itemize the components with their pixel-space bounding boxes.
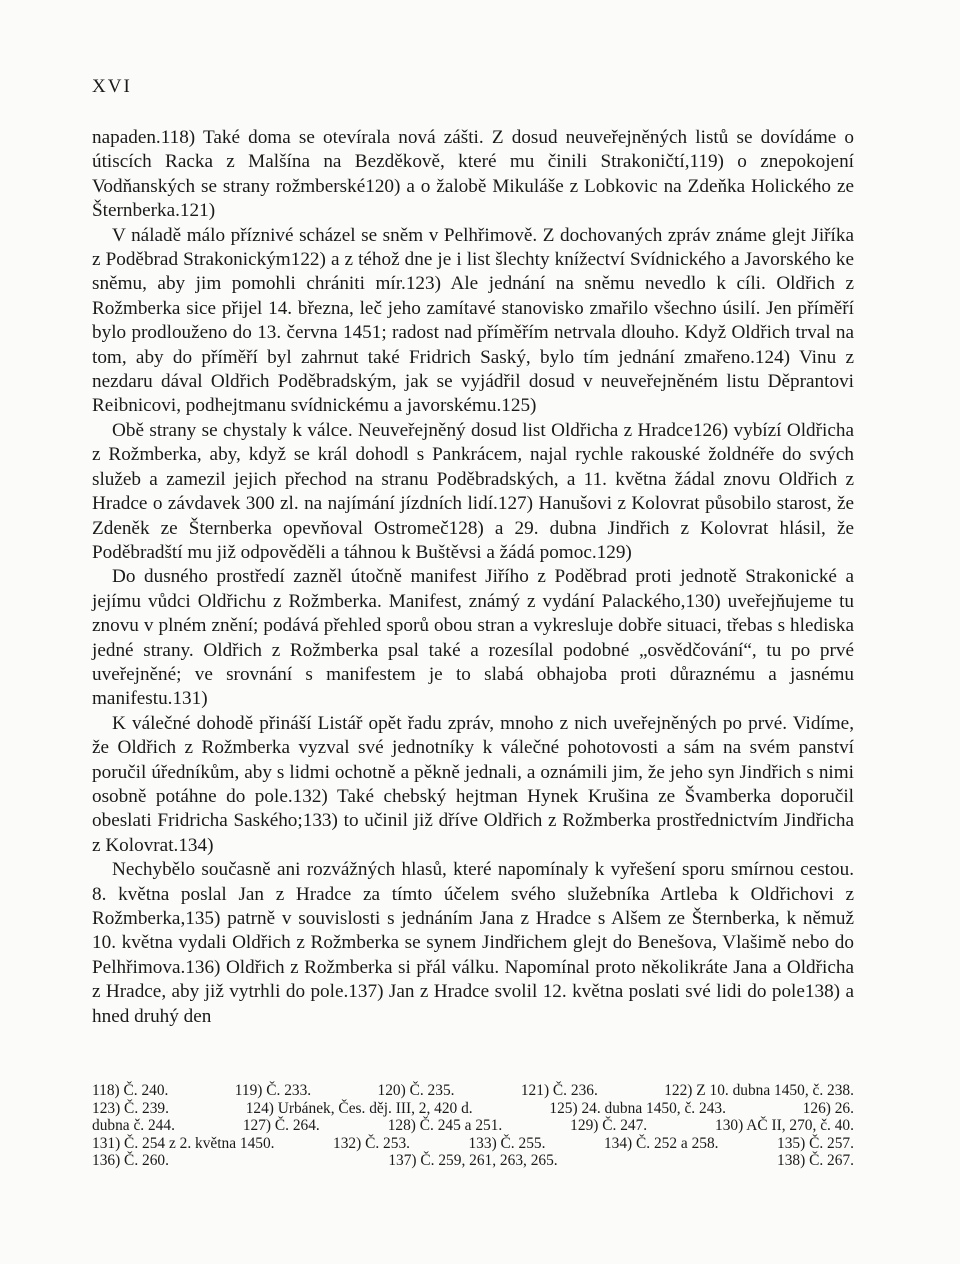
footnote: 121) Č. 236. bbox=[520, 1082, 598, 1099]
footnote: 129) Č. 247. bbox=[570, 1117, 648, 1135]
footnote: 118) Č. 240. bbox=[92, 1082, 169, 1099]
footnote: 119) Č. 233. bbox=[234, 1082, 312, 1099]
footnote: 136) Č. 260. bbox=[92, 1152, 169, 1170]
footnote-line bbox=[92, 1152, 854, 1170]
footnote: 120) Č. 235. bbox=[377, 1082, 455, 1099]
footnote: 138) Č. 267. bbox=[777, 1152, 854, 1170]
paragraph: Nechybělo současně ani rozvážných hlasů, které napomínaly k vyřešení sporu smírnou cestou. 8. května poslal Jan z Hradce za tímto účelem svého služebníka Artleba k Oldřichovi z Rožmberka,135) patrně v souvislosti s jednáním Jana z Hradce s Alšem ze Šternberka, k němuž 10. května vydali Oldřich z Rožmberka se synem Jindřichem glejt do Benešova, Vlašimě nebo do Pelhřimova.136) Oldřich z Rožmberka si přál válku. Napomínal proto několikráte Jana a Oldřicha z Hradce, aby již vytrhli do pole.137) Jan z Hradce svolil 12. května poslati své lidi do pole138) a hned druhý den bbox=[92, 859, 854, 1027]
footnote: 124) Urbánek, Čes. děj. III, 2, 420 d. bbox=[245, 1099, 473, 1117]
footnote: 122) Z 10. dubna 1450, č. 238. bbox=[664, 1082, 854, 1099]
footnote: 132) Č. 253. bbox=[333, 1134, 410, 1152]
footnote: 127) Č. 264. bbox=[242, 1117, 320, 1135]
footnote: 134) Č. 252 a 258. bbox=[603, 1134, 719, 1152]
footnote: 126) 26. bbox=[802, 1099, 854, 1117]
paragraph: napaden.118) Také doma se otevírala nová zášti. Z dosud neuveřejněných listů se dovídáme o útiscích Racka z Malšína na Bezděkově, které mu činili Strakoničtí,119) o znepokojení Vodňanských se strany rožmberské120) a o žalobě Mikuláše z Lobkovic na Zdeňka Holického ze Šternberka.121) bbox=[92, 127, 854, 222]
footnote: 128) Č. 245 a 251. bbox=[387, 1117, 503, 1135]
footnote-line bbox=[92, 1117, 854, 1135]
footnote-line bbox=[92, 1135, 854, 1153]
footnote-line bbox=[92, 1100, 854, 1118]
footnotes bbox=[92, 1082, 854, 1170]
paragraph: K válečné dohodě přináší Listář opět řadu zpráv, mnoho z nich uveřejněných po prvé. Vidíme, že Oldřich z Rožmberka vyzval své jednotníky k válečné pohotovosti a sám na svém panství poručil úředníkům, aby s lidmi ochotně a pěkně jednali, a oznámili jim, že jeho syn Jindřich s nimi osobně potáhne do pole.132) Také chebský hejtman Hynek Krušina ze Švamberka doporučil obeslati Fridricha Saského;133) to učinil již dříve Oldřich z Rožmberka prostřednictvím Jindřicha z Kolovrat.134) bbox=[92, 712, 854, 856]
body-text bbox=[92, 126, 854, 1029]
footnote: 131) Č. 254 z 2. května 1450. bbox=[92, 1134, 275, 1152]
footnote: 135) Č. 257. bbox=[777, 1134, 854, 1152]
footnote: 123) Č. 239. bbox=[92, 1099, 169, 1117]
footnote: 125) 24. dubna 1450, č. 243. bbox=[549, 1099, 726, 1117]
footnote: 133) Č. 255. bbox=[468, 1134, 546, 1152]
paragraph: V náladě málo příznivé scházel se sněm v Pelhřimově. Z dochovaných zpráv známe glejt Jiříka z Poděbrad Strakonickým122) a z téhož dne je i list šlechty knížectví Svídnického a Javorského ke sněmu, aby jim pomohli chrániti mír.123) Ale jednání na sněmu nevedlo k cíli. Oldřich z Rožmberka sice přijel 14. března, leč jeho zamítavé stanovisko zmařilo všechno úsilí. Jen příměří bylo prodlouženo do 13. června 1451; radost nad příměřím netrvala dlouho. Když Oldřich trval na tom, aby do příměří byl zahrnut také Fridrich Saský, bylo tím jednání zmařeno.124) Vinu z nezdaru dával Oldřich Poděbradským, jak se vyjádřil dosud v neuveřejněném listu Děprantovi Reibnicovi, podhejtmanu svídnickému a javorskému.125) bbox=[92, 224, 854, 417]
paragraph: Obě strany se chystaly k válce. Neuveřejněný dosud list Oldřicha z Hradce126) vybízí Oldřicha z Rožmberka, aby, když se král dohodl s Pankrácem, najal rychle rakouské žoldnéře do svých služeb a zamezil jejich přechod na stranu Poděbradských, a 11. května žádal znovu Oldřich z Hradce o závdavek 300 zl. na najímání jízdních lidí.127) Hanušovi z Kolovrat působilo starost, že Zdeněk ze Šternberka opevňoval Ostromeč128) a 29. dubna Jindřich z Kolovrat hlásil, že Poděbradští mu již odpověděli a táhnou k Buštěvsi a žádá pomoc.129) bbox=[92, 419, 854, 563]
page-number: XVI bbox=[92, 76, 132, 97]
footnote: 137) Č. 259, 261, 263, 265. bbox=[388, 1152, 558, 1170]
footnote-line bbox=[92, 1082, 854, 1100]
footnote: 130) AČ II, 270, č. 40. bbox=[715, 1117, 854, 1135]
paragraph: Do dusného prostředí zazněl útočně manifest Jiřího z Poděbrad proti jednotě Strakonické a jejímu vůdci Oldřichu z Rožmberka. Manifest, známý z vydání Palackého,130) uveřejňujeme tu znovu v plném znění; podává přehled sporů obou stran a vykresluje dobře situaci, třebas s hlediska jedné strany. Oldřich z Rožmberka psal také a rozesílal podobné „osvědčování“, tu po prvé uveřejněné; ve srovnání s manifestem je to slabá obhajoba proti důraznému a jasnému manifestu.131) bbox=[92, 566, 854, 710]
footnote: dubna č. 244. bbox=[92, 1117, 175, 1135]
